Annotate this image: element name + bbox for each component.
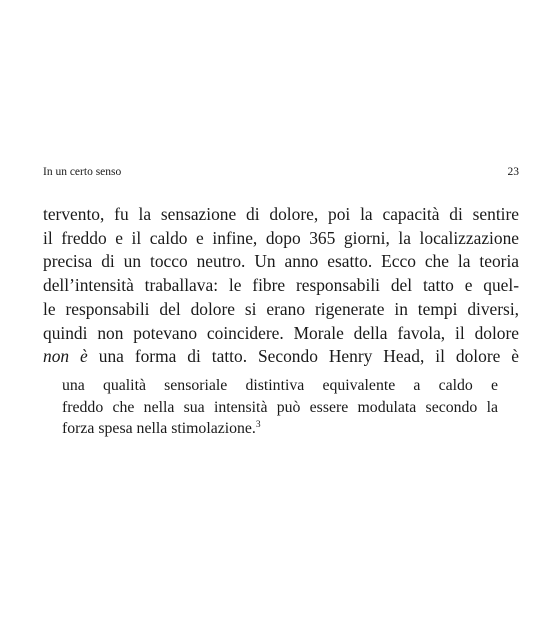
quote-line-3 [62, 418, 498, 440]
body-line-6: quindi non potevano coincidere. Morale della favola, il dolore [43, 322, 519, 343]
quote-line-1: una qualità sensoriale distintiva equivalente a caldo e [62, 377, 498, 394]
body-line-7-rest: una forma di tatto. Secondo Henry Head, il dolore è [87, 346, 520, 367]
quote-line-2: freddo che nella sua intensità può essere modulata secondo la [62, 398, 498, 416]
quote-line-3-text: forza spesa nella stimolazione. [62, 420, 256, 437]
running-title: In un certo senso [43, 166, 122, 178]
body-paragraph [43, 203, 519, 369]
body-line-1: tervento, fu la sensazione di dolore, poi la capacità di sentire [43, 204, 519, 224]
footnote-reference[interactable]: 3 [255, 420, 261, 430]
body-line-7 [43, 345, 519, 369]
page-number: 23 [507, 166, 519, 178]
body-line-4: dell’intensità traballava: le fibre responsabili del tatto e quel- [43, 275, 519, 296]
body-line-3: precisa di un tocco neutro. Un anno esatto. Ecco che la teoria [43, 251, 519, 272]
block-quote [62, 375, 498, 440]
body-line-2: il freddo e il caldo e infine, dopo 365 giorni, la localizzazione [43, 227, 519, 248]
running-header [43, 163, 519, 181]
body-line-5: le responsabili del dolore si erano rigenerate in tempi diversi, [43, 298, 519, 319]
italic-emphasis: non è [43, 346, 88, 367]
